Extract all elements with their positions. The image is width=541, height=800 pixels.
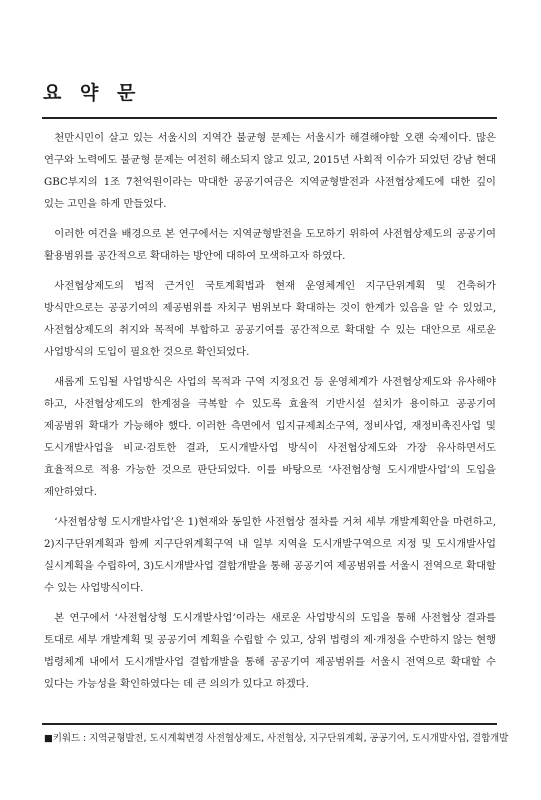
top-divider (42, 117, 497, 119)
page-title: 요 약 문 (43, 82, 142, 104)
paragraph-6: 본 연구에서 ‘사전협상형 도시개발사업’이라는 새로운 사업방식의 도입을 통해 사전협상 결과를 토대로 세부 개발계획 및 공공기여 계획을 수립할 수 있고, 상위 법령의 제·개정을 수반하지 않는 현행 법령체계 내에서 도시개발사업 결합개발을 통해 공공기여 제공범위를 서울시 전역으로 확대할 수 있다는 가능성을 확인하였다는 데 큰 의의가 있다고 하겠다. (44, 612, 496, 690)
summary-body (44, 127, 496, 703)
paragraph-4: 새롭게 도입될 사업방식은 사업의 목적과 구역 지정요건 등 운영체계가 사전협상제도와 유사해야 하고, 사전협상제도의 한계점을 극복할 수 있도록 효율적 기반시설 설치가 용이하고 공공기여 제공범위 확대가 가능해야 했다. 이러한 측면에서 입지규제최소구역, 정비사업, 재정비촉진사업 및 도시개발사업을 비교·검토한 결과, 도시개발사업 방식이 사전협상제도와 가장 유사하면서도 효율적으로 적용 가능한 것으로 판단되었다. 이를 바탕으로 ‘사전협상형 도시개발사업’의 도입을 제안하였다. (44, 376, 496, 498)
paragraph-1: 천만시민이 살고 있는 서울시의 지역간 불균형 문제는 서울시가 해결해야할 오랜 숙제이다. 많은 연구와 노력에도 불균형 문제는 여전히 해소되지 않고 있고, 2015년 사회적 이슈가 되었던 강남 현대 GBC부지의 1조 7천억원이라는 막대한 공공기여금은 지역균형발전과 사전협상제도에 대한 깊이 있는 고민을 하게 만들었다. (44, 132, 496, 210)
bottom-divider (42, 723, 497, 725)
paragraph-5: ‘사전협상형 도시개발사업’은 1)현재와 동일한 사전협상 절차를 거쳐 세부 개발계획안을 마련하고, 2)지구단위계획과 함께 지구단위계획구역 내 일부 지역을 도시개발구역으로 지정 및 도시개발사업 실시계획을 수립하여, 3)도시개발사업 결합개발을 통해 공공기여 제공범위를 서울시 전역으로 확대할 수 있는 사업방식이다. (44, 516, 496, 594)
paragraph-2: 이러한 여건을 배경으로 본 연구에서는 지역균형발전을 도모하기 위하여 사전협상제도의 공공기여 활용범위를 공간적으로 확대하는 방안에 대하여 모색하고자 하였다. (44, 228, 496, 262)
keywords-line: ■키워드 : 지역균형발전, 도시계획변경 사전협상제도, 사전협상, 지구단위계획, 공공기여, 도시개발사업, 결합개발 (44, 733, 509, 744)
paragraph-3: 사전협상제도의 법적 근거인 국토계획법과 현재 운영체계인 지구단위계획 및 건축허가 방식만으로는 공공기여의 제공범위를 자치구 범위보다 확대하는 것이 한계가 있음을 알 수 있었고, 사전협상제도의 취지와 목적에 부합하고 공공기여를 공간적으로 확대할 수 있는 대안으로 새로운 사업방식의 도입이 필요한 것으로 확인되었다. (44, 280, 496, 358)
